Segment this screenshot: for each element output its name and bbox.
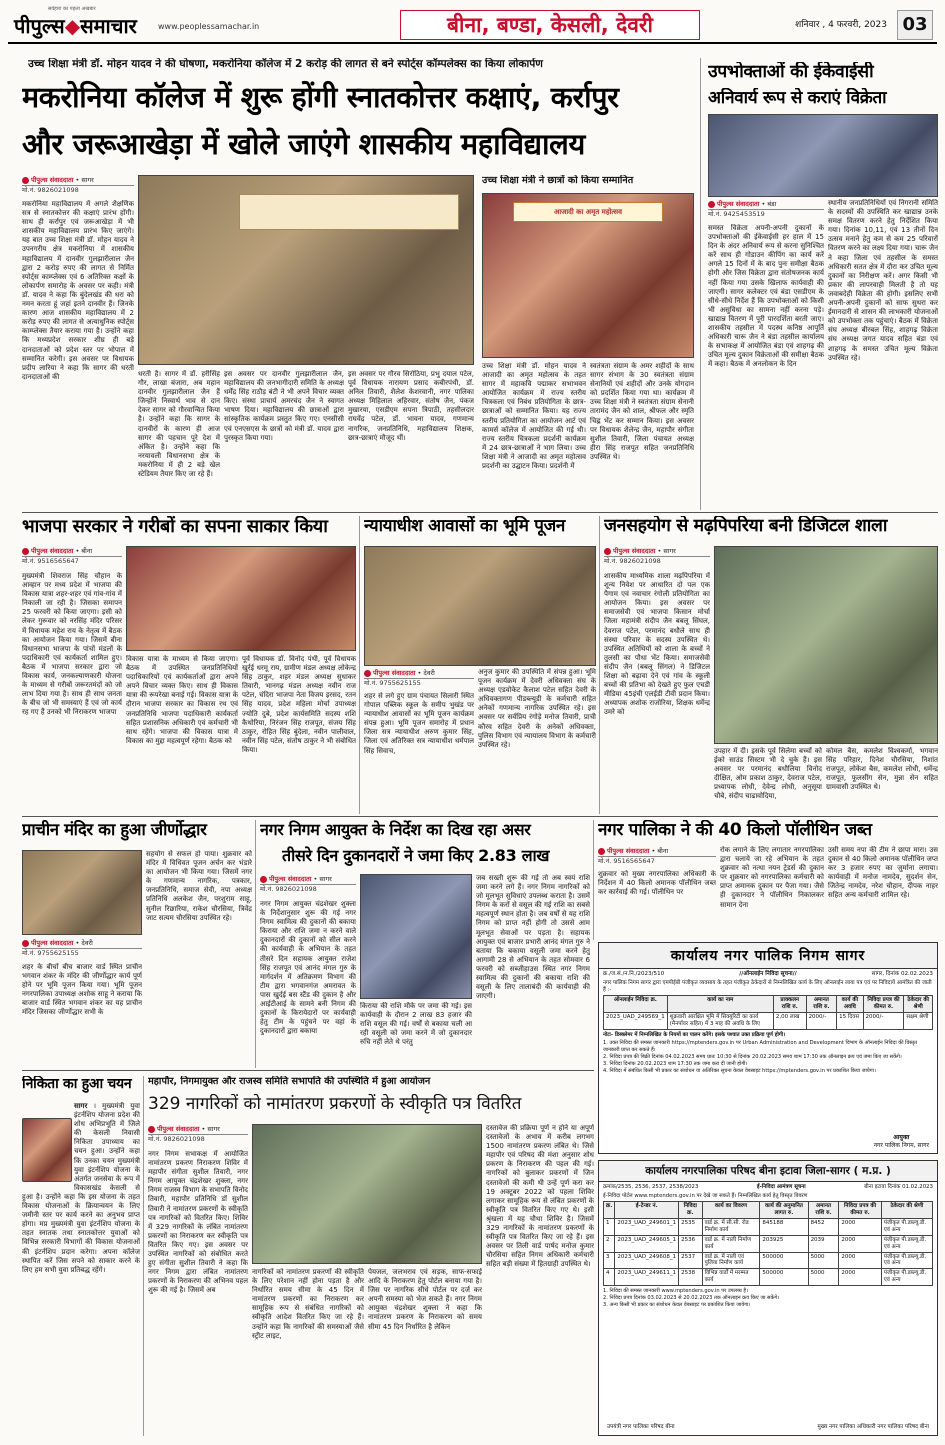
tb-cell: 2538 bbox=[679, 1269, 702, 1286]
lead-col-2: धरती है। सागर में डॉ. हरीसिंह गौर, लाखा बंजारा, अब महान दानवीर गुलझारीलाल जैन हैं जिन्होंने निस्वार्थ भाव से दान देकर सागर को गौरवान्वित किया है। उन्होंने कहा कि सागर के दानवीरों के कारण ही आज सागर की पहचान पूरे देश में अंकित है। उन्होंने कहा कि नरयावली विधानसभा क्षेत्र के मकरोनिया में ही 2 बड़े खेल स्टेडियम तैयार किए जा रहे हैं। bbox=[138, 370, 220, 479]
nikita-headline: निकिता का हुआ चयन bbox=[22, 1076, 132, 1092]
ts-cell: 2023_UAD_249569_1 bbox=[604, 1013, 668, 1030]
ts-condition-line: 4. निविदा में संबंधित किसी भी प्रकार का संशोधन या अतिरिक्त सूचना केवल वेबसाइट https://mptenders.gov.in पर प्रकाशित किया जायेगा। bbox=[603, 1068, 876, 1075]
logo-diamond-icon: ◆ bbox=[64, 14, 81, 38]
lead-kicker: उच्च शिक्षा मंत्री डॉ. मोहन यादव ने की घोषणा, मकरोनिया कॉलेज में 2 करोड़ की लागत से बने स्पोर्ट्स कॉम्पलेक्स का किया लोकार्पण bbox=[28, 58, 543, 70]
reporter-icon bbox=[148, 1126, 155, 1133]
ts-condition-line: 1. उक्त निविदा की समस्त जानकारी https://mptenders.gov.in पर Urban Administration and Development विभाग के ऑनलाईन निविदा की विस्तृत जानकारी प्राप्त कर सकते हैं। bbox=[603, 1040, 918, 1054]
ts-header-cell: कार्य का नाम bbox=[667, 996, 773, 1013]
ekyc-headline-2: अनिवार्य रूप से कराएं विक्रेता bbox=[708, 88, 887, 108]
ekyc-headline-1: उपभोक्ताओं की ईकेवाईसी bbox=[708, 62, 874, 82]
namantaran-col-3: पेयजल, जलभराव एवं सड़क, साफ-सफाई आदि के निराकरण हेतु पोर्टल बनाया गया है। जिस पर नागरिक सीधे पोर्टल पर दर्ज कर अपनी समस्या को भेज सकते हैं। नगर निगम आयुक्त चंद्रशेखर शुक्ला ने कहा कि नामांतरण प्रकरण के निराकरण को समय सीमा 45 दिन निर्धारित है लेकिन bbox=[368, 1268, 482, 1331]
tb-cell: 5000 bbox=[808, 1269, 839, 1286]
bjp-col-2: विकास यात्रा के माध्यम से किया जाएगा। बैठक में उपस्थित जनप्रतिनिधियों पदाधिकारियों एवं कार्यकर्ताओं द्वारा अपने अपने विचार व्यक्त किए। साथ ही विकास यात्रा की रूपरेखा बनाई गई। विकास यात्रा के दौरान भाजपा सरकार का विकास रथ एवं जनप्रतिनिधि भाजपा पदाधिकारी कार्यकर्ता सहित प्रशासनिक अधिकारी एवं कर्मचारी भी साथ रहेंगे। भाजपा की विकास यात्रा में विकास का मुद्दा महत्वपूर्ण रहेगा। बैठक को bbox=[126, 655, 238, 745]
website-link[interactable]: www.peoplessamachar.in bbox=[158, 22, 260, 31]
tender-sagar-sign-1: आयुक्त bbox=[893, 1134, 910, 1141]
judge-byline-block: पीपुल्स संवाददाता • देवरी मो.नं. 9755625155 bbox=[364, 668, 474, 690]
tb-cell: 2000 bbox=[839, 1235, 881, 1252]
reporter-icon bbox=[260, 876, 267, 883]
nigam-col-1: नगर निगम आयुक्त चंद्रशेखर शुक्ला के निर्देशानुसार शुरू की गई नगर निगम स्वामित्व की दुकानों की बकाया किराया और राशि जमा न करने वाले दुकानदारों की दुकानों को सील करने की कार्यवाही के अभियान के तहत तीसरे दिन सहायक आयुक्त राजेश सिंह राजपूत एवं आनंद मंगल गुरु के मार्गदर्शन में अतिक्रमण विभाग की टीम द्वारा भगवानगंज अमरावत के पास खुर्दई बस स्टैंड की दुकान है और आईटीआई के सामने बनी निगम की दुकानों के किरायेदारों पर कार्यवाही हेतु टीम के पहुंचने पर वहां के दुकानदारों द्वारा बकाया bbox=[260, 900, 356, 1036]
ts-cell: सक्षम श्रेणी bbox=[904, 1013, 933, 1030]
ekyc-byline-block: पीपुल्स संवाददाता • बंडा मो.नं. 9425453519 bbox=[708, 199, 824, 221]
madhpipariya-mobile: मो.नं. 9826021098 bbox=[604, 557, 661, 566]
lead-headline-1: मकरोनिया कॉलेज में शुरू होंगी स्नातकोत्तर कक्षाएं, कर्रापुर bbox=[22, 80, 619, 114]
ts-header-cell: ठेकेदार की श्रेणी bbox=[904, 996, 933, 1013]
ts-header-cell: अमानत राशि रु. bbox=[806, 996, 837, 1013]
tb-header-cell: कार्य का विवरण bbox=[702, 1202, 760, 1219]
tb-header-cell: ई-टेन्डर नं. bbox=[615, 1202, 679, 1219]
tb-cell: 845188 bbox=[760, 1219, 808, 1236]
namantaran-col-4: दस्तावेज की प्रक्रिया पूर्ण न होने या अपूर्ण दस्तावेजों के अभाव में करीब लगभग 1500 नामांतरण प्रकरण लंबित थे। जिसे महापौर एवं परिषद की मंशा अनुसार शोध प्रकरण के निराकरण की पहल की गई। नागरिकों को बुलाकर प्रकरणों में जिन दस्तावेजों की कमी थी उन्हें पूर्ण करा कर 19 अक्टूबर 2022 को पहला शिविर लगाकर सामूहिक रूप से लंबित प्रकरणों के स्वीकृति पत्र वितरित किए गए थे। इसी श्रृंखला में यह चौथा शिविर है। जिसमें 329 नागरिकों के नामांतरण प्रकरणों के स्वीकृति पत्र वितरित किए जा रहे हैं। इस अवसर पर तिली वार्ड पार्षद मनोज कुमार चौरसिया सहित निगम अधिकारी कर्मचारी सहित बड़ी संख्या में हितग्राही उपस्थित थे। bbox=[486, 1124, 594, 1269]
tb-cell: 2536 bbox=[679, 1235, 702, 1252]
tb-cell: विभिन्न वार्डों में मरम्मत कार्य bbox=[702, 1269, 760, 1286]
stage-banner bbox=[239, 194, 459, 230]
madhpipariya-byline-block: पीपुल्स संवाददाता • सागर मो.नं. 9826021098 bbox=[604, 546, 710, 568]
tb-header-cell: अमानत राशि रु. bbox=[808, 1202, 839, 1219]
tender-sagar-title: कार्यालय नगर पालिक निगम सागर bbox=[599, 943, 937, 969]
reporter-icon bbox=[22, 940, 29, 947]
ts-header-cell: निविदा प्रपत्र की कीमत रु. bbox=[863, 996, 904, 1013]
ekyc-col-1: समस्त विक्रेता अपनी-अपनी दुकानों के उपभोक्ताओं की ईकेवाईसी हर हाल में 15 दिन के अंदर अनिवार्य रूप से करना सुनिश्चित करें साथ ही गोडाउन कीपिंग का कार्य करें अगले 15 दिनों में के बाद पुनः समीक्षा बैठक होगी और जिस विक्रेता द्वारा संतोषजनक कार्य नहीं किया गया उसके खिलाफ कार्यवाही की जाएगी। सागर कलेक्टर एवं बंडा एसडीएम के सीधे-सीधे निर्देश हैं कि उपभोक्ताओं को किसी भी असुविधा का सामना नहीं करना पड़े। खाद्यान्न वितरण में पूरी पारदर्शिता बरती जाए। शासकीय तहसील में पदस्थ कनिष्ठ आपूर्ति अधिकारी चारू जैन ने बंडा तहसील कार्यालय के सभाकक्ष में आयोजित बंडा एवं शाहगढ़ की उचित मूल्य दुकान विक्रेताओं की समीक्षा बैठक में कहा। बैठक में अनलोकन के दिन bbox=[708, 224, 824, 369]
tb-cell: 2537 bbox=[679, 1252, 702, 1269]
tender-bina-intro: ई-निविदा पोर्टल www.mptenders.gov.in पर देखे जा सकते हैं। निम्नलिखित कार्य हेतु विस्तृत विवरण bbox=[603, 1192, 808, 1199]
temple-photo bbox=[22, 850, 142, 935]
tb-cell: पंजीकृत पी.डब्ल्यू.डी. एवं अन्य bbox=[881, 1219, 932, 1236]
tb-cell: 2023_UAD_249605_1 bbox=[615, 1235, 679, 1252]
tb-cell: 1 bbox=[604, 1219, 615, 1236]
tb-header-cell: कार्य की अनुमानित लागत रु. bbox=[760, 1202, 808, 1219]
bjp-meeting-photo bbox=[126, 546, 356, 651]
tb-cell: 2000 bbox=[839, 1252, 881, 1269]
namantaran-byline-block: पीपुल्स संवाददाता • सागर मो.नं. 9826021098 bbox=[148, 1124, 248, 1146]
ts-cell: 2,00 लाख bbox=[773, 1013, 806, 1030]
madhpipariya-col-3: कोमल बैस, कमलेश विश्वकर्मा, भगवान सिंह परिहार, दिनेश चौरसिया, निशांत राजपूत, लोकेश बैस, कमलेश लोधी, धर्मेन्द्र राजपूत, फूलसींग सेन, मुन्ना सेन सहित ग्रामवासी उपस्थित थे। bbox=[826, 747, 938, 792]
polythene-headline: नगर पालिका ने की 40 किलो पॉलीथिन जब्त bbox=[598, 820, 872, 840]
bjp-col-1: मुख्यमंत्री शिवराज सिंह चौहान के आव्हान पर मध्य प्रदेश में भाजपा की विकास यात्रा शहर-शहर एवं गांव-गांव में निकाली जा रही है। जिसका समापन 25 फरवरी को किया जाएगा। इसी को लेकर गुरूवार को नरसिंह मंदिर परिसर में विधायक महेश राय के नेतृत्व में बैठक का आयोजन किया गया। जिसमें बीना विधानसभा भाजपा के पांचों मंडलों के पदाधिकारी एवं कार्यकर्ता शामिल हुए। बैठक में भाजपा सरकार द्वारा जो विकास कार्य, जनकल्याणकारी योजना के माध्यम से गरीबों जरूरतमंदों को जो लाभ दिया गया है। साथ ही साथ जनता के बीच जो भी समस्याएं हैं एवं जो कार्य रह गए हैं उनको भी निराकरण भाजपा bbox=[22, 572, 122, 717]
lead-col-1: मकरोनिया महाविद्यालय में अगले शैक्षणिक सत्र से स्नातकोत्तर की कक्षाएं प्रारंभ होंगी। साथ ही कर्रापुर एवं जरूआखेड़ा में भी शासकीय महाविद्यालय प्रारंभ किए जाएंगे। यह बात उच्च शिक्षा मंत्री डॉ. मोहन यादव ने उपनगरीय क्षेत्र मकरोनिया में शासकीय महाविद्यालय में दानवीर गुलझारीलाल जैन द्वारा 2 करोड़ रुपए की लागत से निर्मित स्पोर्ट्स काम्प्लेक्स एवं 6 अतिरिक्त कक्षों के लोकार्पण समारोह के अवसर पर कही। मंत्री डॉ. यादव ने कहा कि बुंदेलखंड की धरा को नमन करता हूं जहां इतने दानवीर हैं। जिनके कारण आज शासकीय महाविद्यालय में 2 करोड़ रुपए की लागत से अत्याधुनिक स्पोर्ट्स काम्प्लेक्स तैयार कराया गया है। उन्होंने कहा कि मध्यप्रदेश सरकार शीघ्र ही बड़े दानदाताओं को प्रदेश स्तर पर भोपाल में सम्मानित करेगी। इस अवसर पर विधायक प्रदीप लारिया ने कहा कि सागर की धरती दानदाताओं की bbox=[22, 200, 134, 381]
nigam-col-3: जब सख्ती शुरू की गई तो अब स्वयं राशि जमा करने लगे हैं। नगर निगम नागरिकों को जो मूलभूत सुविधाएं उपलब्ध कराता है। उसमें निगम के करों से वसूल की गई राशि का सबसे महत्वपूर्ण स्थान होता है। जब वर्षों से यह राशि निगम को प्राप्त नहीं होगी तो उससे आम मूलभूत सेवाओं पर पड़ता है। सहायक आयुक्त एवं बाजार प्रभारी आनंद मंगल गुरु ने बताया कि बकाया वसूली जमा करने हेतु आगामी 28 से अभियान के तहत सोमवार 6 फरवरी को सब्जीहाउस स्थित नगर निगम स्वामित्व की दुकानों की बकाया राशि की वसूली के लिए तालाबंदी की कार्यवाही की जाएगी। bbox=[476, 874, 590, 1001]
newspaper-logo[interactable]: पीपुल्स◆समाचार bbox=[14, 14, 137, 38]
tb-cell: 8452 bbox=[808, 1219, 839, 1236]
reporter-icon bbox=[364, 670, 371, 677]
school-students-photo bbox=[714, 546, 938, 744]
tb-cell: 500000 bbox=[760, 1269, 808, 1286]
namantaran-col-2: नागरिकों को नामांतरण प्रकरणों की स्वीकृति के लिए परेशान नहीं होना पड़ता है और निर्धारित समय सीमा के 45 दिन में नामांतरण प्रकरणों का निराकरण कर सामूहिक रूप से संबंधित नागरिकों को स्वीकृति आदेश वितरित किए जा रहे हैं। उन्होंने कहा कि नागरिकों की समस्याओं जैसे स्ट्रीट लाइट, bbox=[252, 1268, 364, 1340]
tb-cell: 2023_UAD_249611_1 bbox=[615, 1269, 679, 1286]
temple-headline: प्राचीन मंदिर का हुआ जीर्णोद्धार bbox=[22, 820, 207, 839]
tb-cell: 2535 bbox=[679, 1219, 702, 1236]
namantaran-mobile: मो.नं. 9826021098 bbox=[148, 1135, 205, 1144]
ts-condition-line: 2. निविदा प्रपत्र की बिक्री दिनांक 04.02.2023 समय प्रातः 10:30 से दिनांक 20.02.2023 समय शाम 17:30 तक ऑनलाइन क्रय एवं जमा किए जा सकेंगे। bbox=[603, 1054, 902, 1061]
tb-cell: 5000 bbox=[808, 1252, 839, 1269]
judge-col-2: अनुज कुमार की उपस्थिति में संपन्न हुआ। भूमि पूजन कार्यक्रम में देवरी अधिवक्ता संघ के अध्यक्ष एडवोकेट कैलाश पटेल सहित देवरी के अधिवक्तागण पीडब्ल्यूडी के कर्मचारी सहित अनेकों गणमान्य नागरिक उपस्थित रहे। इस अवसर पर सर्वप्रिय रंगोड़े मनोज तिवारी, प्राची कौरव सहित देवरी के अनेकों अधिवक्ता, पुलिस विभाग एवं न्यायालय विभाग के कर्मचारी उपस्थित रहे। bbox=[478, 668, 596, 749]
tb-condition-line: 2. निविदा प्रपत्र दिनांक 03.02.2023 से 20.02.2023 तक ऑनलाइन क्रय किए जा सकेंगे। bbox=[603, 1295, 780, 1302]
masthead bbox=[8, 6, 937, 44]
ts-cell: 2000/- bbox=[806, 1013, 837, 1030]
tb-cell: 2023_UAD_249608_1 bbox=[615, 1252, 679, 1269]
tender-sagar-ref: क्र./ज.सं./न.नि./2023/510 bbox=[603, 971, 665, 977]
page-number: 03 bbox=[897, 10, 933, 40]
tb-cell: वार्ड क्र. में नाली एवं पुलिया निर्माण कार्य bbox=[702, 1252, 760, 1269]
tender-notice-sagar bbox=[598, 942, 938, 1154]
nigam-col-2: किराया की राशि मौके पर जमा की गई। इस कार्यवाही के दौरान 2 लाख 83 हजार की राशि वसूल की गई। वर्षों से बकाया चली आ रही वसूली को जमा करने में जो दुकानदार रुचि नहीं लेते थे परंतु bbox=[360, 1002, 472, 1047]
table-row bbox=[604, 1269, 933, 1286]
namantaran-col-1: नगर निगम सभाकक्ष में आयोजित नामांतरण प्रकरण निराकरण शिविर में महापौर संगीता सुशील तिवारी, नगर निगम आयुक्त चंद्रशेखर शुक्ला, नगर निगम राजस्व विभाग के सभापति विनोद तिवारी, महापौर प्रतिनिधि डॉ सुशील तिवारी ने नामांतरण प्रकरणों के स्वीकृति पत्र नागरिकों को वितरित किए। शिविर में 329 नागरिकों के लंबित नामांतरण प्रकरणों का निराकरण कर स्वीकृति पत्र वितरित किए गए। इस अवसर पर उपस्थित नागरिकों को संबोधित करते हुए संगीता सुशील तिवारी ने कहा कि नगर निगम द्वारा लंबित नामांतरण प्रकरणों के निराकरण की अभिनव पहल शुरू की गई है। जिसमें अब bbox=[148, 1150, 248, 1295]
bjp-headline: भाजपा सरकार ने गरीबों का सपना साकार किया bbox=[22, 516, 328, 537]
lead-mobile: मो.नं. 9826021098 bbox=[22, 186, 79, 195]
tender-bina-date: बीना इटावा दिनांक 01.02.2023 bbox=[864, 1184, 933, 1190]
tender-bina-table bbox=[603, 1201, 933, 1286]
table-row bbox=[604, 1219, 933, 1236]
tender-sagar-sign-2: नगर पालिक निगम, सागर bbox=[873, 1141, 929, 1149]
tb-header-cell: निविदा क्र. bbox=[679, 1202, 702, 1219]
tb-cell: 2023_UAD_249601_1 bbox=[615, 1219, 679, 1236]
temple-col-2: सहयोग से सफल हो पाया। शुक्रवार को मंदिर में विधिवत पूजन अर्चन कर भंडारे का आयोजन भी किया गया। जिसमें नगर के गणमान्य नागरिक, पत्रकार, जनप्रतिनिधि, समाज सेवी, नपा अध्यक्ष प्रतिनिधि अलकेश जैन, परशुराम साहू, सुनील रिछारिया, राकेश चौरसिया, त्रिवेंद्र जाट सत्यम चौरसिया उपस्थित रहे। bbox=[146, 850, 252, 922]
issue-date: शनिवार , 4 फरवरी, 2023 bbox=[795, 20, 887, 30]
tb-cell: 2000 bbox=[839, 1219, 881, 1236]
nigam-collection-photo bbox=[360, 874, 472, 999]
ts-condition-line: 3. निविदा दिनांक 20.02.2023 शाम 17:30 तक जमा करा दी जानी होगी। bbox=[603, 1061, 748, 1068]
temple-col-1: शहर के बीचों बीच बाजार वार्ड स्थित प्राचीन भगवान शंकर के मंदिर की जीर्णोद्धार कार्य पूर्ण होने पर भूमि पूजन किया गया। भूमि पूजन नगरपालिका उपाध्यक्ष अशोक साहू ने कराया कि बाजार वार्ड स्थित भगवान शंकर का यह प्राचीन मंदिर जिसका जीर्णोद्धार सभी के bbox=[22, 963, 142, 1017]
lead-byline-block: पीपुल्स संवाददाता • सागर मो.नं. 9826021098 bbox=[22, 175, 134, 197]
madhpipariya-col-1: शासकीय माध्यमिक शाला मढ़पिपरिया में शून्य निवेश पर आधारित दो पल एक पैगाम एवं नवाचार रंगोली प्रतियोगिता का आयोजन किया। इस अवसर पर समाजसेवी एवं भाजपा किसान मोर्चा जिला महामंत्री संदीप जैन बबलू सिंघल, देवराज पटेल, परमानंद बधौले साथ ही संस्था परिवार के सदस्य उपस्थित थे। उपस्थित अतिथियों को शाला के बच्चों ने तुलसी का पौधा भेंट किया। समाजसेवी संदीप जैन (बबलू सिंगल) ने डिजिटल शिक्षा को बढ़ावा देने एवं गांव के स्कूली बच्चों की प्रतिभा को देखते हुए फुल एचडी मीडिया 45इंची एलईडी टीवी प्रदान किया। अध्यापक अशोक राजोरिया, शिक्षक धर्मेन्द्र उमरे को bbox=[604, 572, 710, 717]
logo-tagline: सर्वहारा का पहला अखबार bbox=[48, 6, 96, 12]
bjp-col-3: पूर्व विधायक डॉ. विनोद पंथी, पूर्व विधायक खुर्रई धरमू राय, ग्रामीण मंडल अध्यक्ष लोकेन्द्र सिंह ठाकुर, शहर मंडल अध्यक्ष सुधाकर तिवारी, भानगढ़ मंडल अध्यक्ष नवीन राज पटेल, चंदिरा भाजपा नेता विजय इरसद, रतन सिंह यादव, प्रदेश महिला मोर्चा उपाध्यक्ष ज्योति दुबे, प्रदेश कार्यसमिति सदस्य शशि कैथोरिया, निरंजन सिंह राजपूत, संजय सिंह ठाकुर, रोहित सिंह बुंदेला, नवीन पालीवाल, नवीन सिंह पटेल, संतोष ठाकुर ने भी संबोधित किया। bbox=[242, 655, 356, 754]
nikita-col-1: सागर । मुख्यमंत्री युवा इंटर्नशिप योजना प्रदेश की शोध अभिप्रभूति में जिले की केसली निवासी निकिता उपाध्याय का चयन हुआ। उन्होंने कहा कि उनका चयन मुख्यमंत्री युवा इंटर्नशिप योजना के अंतर्गत जनसेवा के रूप में विकासखंड केसली से हुआ है। उन्होंने कहा कि इस योजना के तहत विकास योजनाओं के क्रियान्वयन के लिए जमीनी स्तर पर कार्य करने का अनुभव प्राप्त होगा। मप्र मुख्यमंत्री युवा इंटर्नशिप योजना के तहत स्नातक तथा स्नातकोत्तर युवाओं को विभिन्न सरकारी विभागों की विकास योजनाओं की इंटर्नशिप प्रदान करेगा। अपना कॉलेज स्थापित करें जिस सपने को साकार करने के लिए हम सभी युवा प्रतिबद्ध रहेंगे। bbox=[22, 1102, 140, 1274]
polythene-col-2: रोक लगाने के लिए लगातार नगरपालिका द्वारा चलाये जा रहे अभियान के तहत शुक्रवार को नत्था नयन ट्रेडर्स की दुकान पर शुक्रवार को नगरपालिका कर्मचारी को प्राप्त अमानक दुकान पर पैजा गया। जैसे ही दुकानदार ने पॉलीथिन निकालकर सामान देना bbox=[720, 846, 824, 909]
tender-bina-ref: क्रमांक/2535, 2536, 2537, 2538/2023 bbox=[603, 1184, 699, 1190]
tb-header-cell: निविदा प्रपत्र की कीमत रु. bbox=[839, 1202, 881, 1219]
bjp-byline-block: पीपुल्स संवाददाता • बीना मो.नं. 9516565647 bbox=[22, 546, 122, 568]
nikita-place: सागर bbox=[74, 1102, 88, 1110]
judge-headline: न्यायाधीश आवासों का भूमि पूजन bbox=[364, 516, 566, 536]
bjp-mobile: मो.नं. 9516565647 bbox=[22, 557, 79, 566]
nigam-headline-1: नगर निगम आयुक्त के निर्देश का दिख रहा असर bbox=[260, 820, 531, 839]
tb-header-cell: ठेकेदार की श्रेणी bbox=[881, 1202, 932, 1219]
award-photo bbox=[482, 193, 694, 358]
ts-cell: शुक्रवारी आरक्षित भूमि में सिक्यूरिटी का कार्य (मैनपॉवर सहित) में 3 माह की अवधि के लिए bbox=[667, 1013, 773, 1030]
lead-col-3: इस अवसर पर दानवीर गुलझारीलाल जैन, महाविद्यालय की जनभागीदारी समिति के अध्यक्ष धर्मेंद्र सिंह राठौड़ बंटी ने भी अपने विचार व्यक्त किए। संस्था प्राचार्य अमरचंद जैन ने स्वागत भाषण दिया। महाविद्यालय की छात्राओं द्वारा सांस्कृतिक कार्यक्रम प्रस्तुत किए गए। एनसीसी एवं एनएसएस के छात्रों को मंत्री डॉ. यादव द्वारा पुरस्कृत किया गया। bbox=[224, 370, 344, 442]
tb-cell: वार्ड क्र. में नाली निर्माण कार्य bbox=[702, 1235, 760, 1252]
table-row bbox=[604, 1252, 933, 1269]
tb-cell: 2000 bbox=[839, 1269, 881, 1286]
nigam-byline-block: पीपुल्स संवाददाता • सागर मो.नं. 9826021098 bbox=[260, 874, 356, 896]
namantaran-headline: 329 नागरिकों को नामांतरण प्रकरणों के स्वीकृति पत्र वितरित bbox=[148, 1094, 522, 1114]
polythene-col-3: उसी समय नपा की टीम ने छापा मारा। उस दुकान से 40 किलो अमानक पॉलीथिन जप्त कर 3 हजार रुपए का जुर्माना लगाया। कार्यवाही में मनोज नामदेव, सुदर्शन सेन, जितेन्द्र नामदेव, नरेश चौहान, दीपक नाहर सहित अन्य कर्मचारी शामिल रहे। bbox=[828, 846, 938, 900]
madhpipariya-headline: जनसहयोग से मढ़पिपरिया बनी डिजिटल शाला bbox=[604, 516, 888, 536]
tender-bina-sign-right: मुख्य नगर पालिका अधिकारी नगर पालिका परिषद बीना bbox=[817, 1424, 929, 1431]
judge-bhoomi-pujan-photo bbox=[364, 546, 596, 666]
table-row bbox=[604, 1013, 933, 1030]
judge-mobile: मो.नं. 9755625155 bbox=[364, 679, 421, 688]
tender-sagar-table bbox=[603, 995, 933, 1030]
judge-col-1: शहर से लगे हुए ग्राम पंचायत सिलारी स्थित गोपाल पब्लिक स्कूल के समीप भुखंड पर न्यायाधीश आवासों का भूमि पूजन कार्यक्रम संपन्न हुआ। भूमि पूजन समारोह में प्रधान जिला सत्र न्यायाधीश अरुण कुमार सिंह, जिला एवं अतिरिक्त सत्र न्यायाधीश धर्मपाल सिंह सिवाच, bbox=[364, 692, 474, 755]
tb-condition-line: 3. अन्य किसी भी प्रकार का संशोधन केवल वेबसाइट पर प्रकाशित किया जायेगा। bbox=[603, 1302, 751, 1309]
polythene-col-1: शुक्रवार को मुख्य नगरपालिका अधिकारी के निर्देशन में 40 किलो अमानक पॉलीथिन जब्त कर कार्रवाई की गई। पॉलीथिन पर bbox=[598, 870, 716, 897]
polythene-byline-block: पीपुल्स संवाददाता • बीना मो.नं. 9516565647 bbox=[598, 846, 716, 868]
reporter-icon bbox=[22, 177, 29, 184]
reporter-icon bbox=[708, 201, 715, 208]
namantaran-distribution-photo bbox=[252, 1124, 482, 1264]
tb-cell: 203925 bbox=[760, 1235, 808, 1252]
lead-headline-2: और जरूआखेड़ा में खोले जाएंगे शासकीय महाविद्यालय bbox=[22, 127, 586, 161]
tender-sagar-intro: नगर पालिक निगम सागर द्वारा एमपीईबी पंजीकृत व्यवसाय के तहत पंजीकृत ठेकेदारों से निम्नलिखित कार्य के लिए ऑनलाईन लाया पत्र एवं पर निविदायें आमंत्रित की जाती हैं :- bbox=[603, 979, 932, 993]
temple-mobile: मो.नं. 9755625155 bbox=[22, 949, 79, 958]
tb-cell: पंजीकृत पी.डब्ल्यू.डी. एवं अन्य bbox=[881, 1269, 932, 1286]
polythene-mobile: मो.नं. 9516565647 bbox=[598, 857, 655, 866]
namantaran-kicker: महापौर, निगमायुक्त और राजस्व समिति सभापति की उपस्थिति में हुआ आयोजन bbox=[148, 1076, 431, 1087]
lead-col-4: इस अवसर पर गौरव सिरोठिया, प्रभु दयाल पटेल, पूर्व विधायक नारायण प्रसाद कबीरपंथी, डॉ. अनिल तिवारी, शैलेश केशरवानी, नगर पालिका अध्यक्ष मिहिलाल अहिरवार, संतोष जैन, पंकज मुखारया, एसडीएम सपना त्रिपाठी, तहसीलदार राघवेंद्र पटेल, डॉ. भावना यादव, गणमान्य नागरिक, जनप्रतिनिधि, महाविद्यालय शिक्षक, छात्र-छात्राएं मौजूद थीं। bbox=[348, 370, 474, 442]
nigam-headline-2: तीसरे दिन दुकानदारों ने जमा किए 2.83 लाख bbox=[282, 846, 550, 865]
lead-photo-event bbox=[138, 175, 474, 365]
ekyc-mobile: मो.नं. 9425453519 bbox=[708, 210, 765, 219]
reporter-icon bbox=[598, 848, 605, 855]
tb-cell: 500000 bbox=[760, 1252, 808, 1269]
ts-header-cell: कार्य की अवधि bbox=[837, 996, 863, 1013]
tb-cell: पंजीकृत पी.डब्ल्यू.डी. एवं अन्य bbox=[881, 1252, 932, 1269]
tender-notice-bina bbox=[598, 1160, 938, 1436]
table-row bbox=[604, 1235, 933, 1252]
tb-header-cell: क्र. bbox=[604, 1202, 615, 1219]
ts-cell: 15 दिवस bbox=[837, 1013, 863, 1030]
tb-condition-line: 1. निविदा की समस्त जानकारी www.mptenders.gov.in पर उपलब्ध है। bbox=[603, 1288, 748, 1295]
ekyc-col-2: स्थानीय जनप्रतिनिधियों एवं निगरानी समिति के सदस्यों की उपस्थिति कर खाद्यान्न उनके समक्ष वितरण करने हेतु निर्देशित किया गया। दिनांक 10,11, एवं 13 तीनों दिन उत्सव मनाने हेतु कम से कम 25 परिवारों वितरण करने का लक्ष्य दिया गया। चारू जैन ने कहा जिला एवं तहसील के समस्त अधिकारी सतत क्षेत्र में दौरा कर उचित मूल्य दुकानों का निरीक्षण करें। अगर किसी भी प्रकार की लापरवाही मिलती है तो यह जवाबदेही विक्रेता की होगी। इसलिए सभी अपनी-अपनी दुकानों को साफ सुथरा कर ईमानदारी से शासन की लाभकारी योजनाओं को उपभोक्ता तक पहुंचाएं। बैठक में विक्रेता संघ अध्यक्ष बीरबल सिंह, शाहगढ़ विक्रेता संघ अध्यक्ष जगत यादव सहित बंडा एवं शाहगढ़ के समस्त उचित मूल्य विक्रेता उपस्थित रहे। bbox=[828, 199, 938, 362]
tb-cell: 3 bbox=[604, 1252, 615, 1269]
tender-bina-title: कार्यालय नगरपालिका परिषद बीना इटावा जिला-सागर ( म.प्र. ) bbox=[599, 1161, 937, 1182]
lead-sub-col-1: उच्च शिक्षा मंत्री डॉ. मोहन यादव ने आजादी का अमृत महोत्सव के तहत सागर में महाकवि पद्माकर सभाभवन आयोजित कार्यक्रम में राज्य स्तरीय चित्रकला एवं निबंध प्रतियोगिता के छात्र-छात्राओं को सम्मानित किया। यह राज्य स्तरीय प्रतियोगिता का आयोजन आर्ट एवं कामर्स कॉलेज में आयोजित की गई थी। राज्य स्तरीय चित्रकला प्रदर्शनी कार्यक्रम में 24 छात्र-छात्राओं ने भाग लिया। उच्च शिक्षा मंत्री ने आजादी का अमृत महोत्सव प्रदर्शनी का उद्घाटन किया। प्रदर्शनी में bbox=[482, 362, 586, 471]
ts-cell: 2000/- bbox=[863, 1013, 904, 1030]
tb-cell: पंजीकृत पी.डब्ल्यू.डी. एवं अन्य bbox=[881, 1235, 932, 1252]
tb-cell: 2039 bbox=[808, 1235, 839, 1252]
reporter-icon bbox=[22, 548, 29, 555]
award-banner: आजादी का अमृत महोत्सव bbox=[513, 202, 663, 222]
tender-bina-sub: ई-निविदा आमंत्रण सूचना bbox=[756, 1184, 806, 1190]
lead-sub-headline: उच्च शिक्षा मंत्री ने छात्रों को किया सम्मानित bbox=[482, 175, 634, 186]
nigam-mobile: मो.नं. 9826021098 bbox=[260, 885, 317, 894]
ts-header-cell: ऑनलाईन निविदा क्र. bbox=[604, 996, 668, 1013]
lead-sub-col-2: स्वतंत्रता संग्राम के अमर शहीदों के साथ सागर संभाग के 30 स्वतंत्रता संग्राम सेनानियों एवं शहीदों और उनके योगदान को प्रदर्शित किया गया था। कार्यक्रम में उच्च शिक्षा मंत्री ने स्वतंत्रता संग्राम सेनानी तारामंद जैन को शाल, श्रीफल और स्मृति चिह्न भेंट कर सम्मान किया। इस अवसर पर विधायक शैलेन्द्र जैन, महापौर संगीता सुशील तिवारी, जिला पंचायत अध्यक्ष हीरा सिंह राजपूत सहित जनप्रतिनिधि उपस्थित थे। bbox=[590, 362, 694, 461]
section-title: बीना, बण्डा, केसली, देवरी bbox=[400, 10, 700, 40]
temple-byline-block: पीपुल्स संवाददाता • देवरी मो.नं. 9755625155 bbox=[22, 938, 142, 960]
tender-bina-sign-left: उपयंत्री नगर पालिका परिषद बीना bbox=[607, 1424, 675, 1431]
tender-sagar-note: नोटः- डिस्क्लेमर में निम्नलिखित के नियमों का पालन करेंगे। इसके पश्चात उक्त प्रक्रिया पूर्ण होगी। bbox=[603, 1031, 786, 1038]
tender-sagar-sub: //ऑनलाईन निविदा सूचना// bbox=[739, 971, 797, 977]
reporter-icon bbox=[604, 548, 611, 555]
tb-cell: वार्ड क्र. में सी.सी. रोड निर्माण कार्य bbox=[702, 1219, 760, 1236]
tb-cell: 4 bbox=[604, 1269, 615, 1286]
tender-sagar-date: सागर, दिनांक 02.02.2023 bbox=[871, 971, 933, 977]
ekyc-meeting-photo bbox=[708, 114, 938, 197]
tb-cell: 2 bbox=[604, 1235, 615, 1252]
ts-header-cell: प्राक्कलन राशि रु. bbox=[773, 996, 806, 1013]
madhpipariya-col-2: उपहार में दी। इसके पूर्व सिलेमा बच्चों को ईको साउंड सिस्टम भी दे चुके हैं। इस अवसर पर परमानंद बधौलिया विनोद दीक्षित, ओम प्रकाश ठाकुर, देवराज पटेल, प्रध्यापक लोधी, देवेन्द्र लोधी, अनुसूया चौबे, संदीप चाढावोदिया, bbox=[714, 747, 822, 801]
